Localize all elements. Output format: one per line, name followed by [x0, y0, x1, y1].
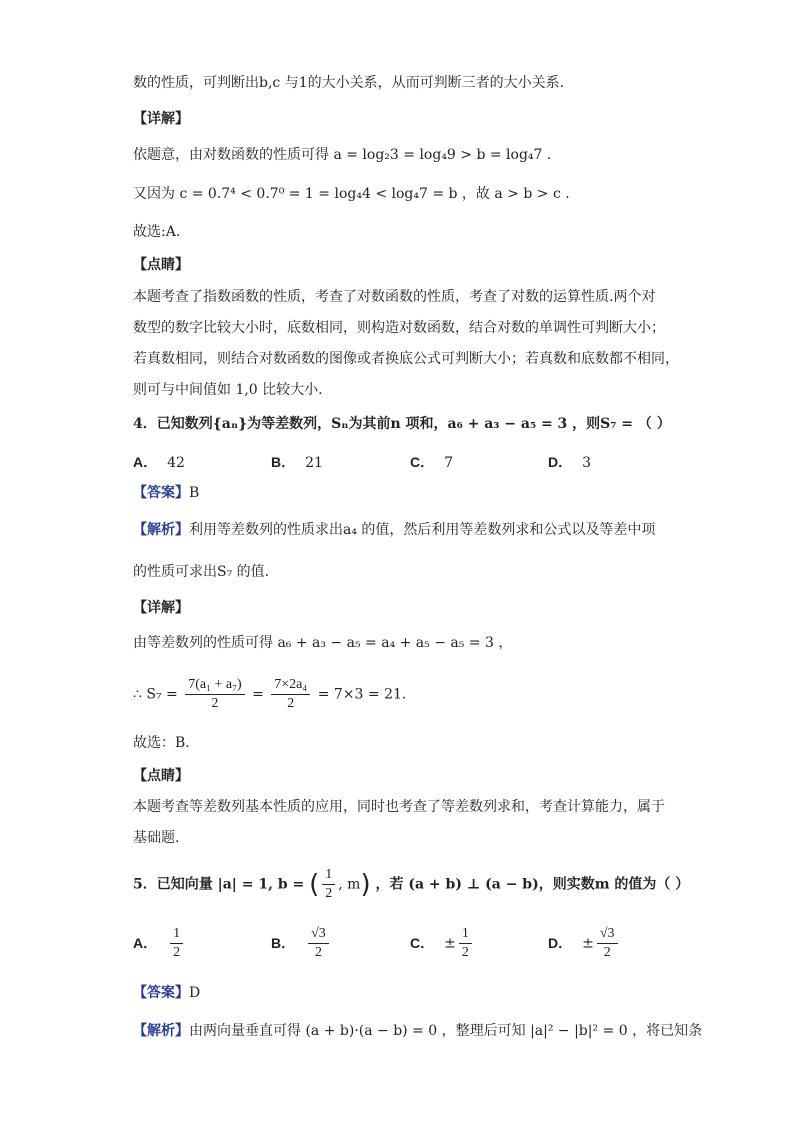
option-key: D．	[548, 934, 573, 951]
fraction-denominator: 2	[173, 945, 181, 960]
formula-prefix: ∴ S₇ =	[133, 686, 178, 703]
option-a	[133, 452, 185, 472]
answer-value: B	[189, 485, 200, 501]
option-a	[133, 925, 186, 962]
fraction-denominator: 2	[461, 945, 469, 960]
analysis-line	[133, 1021, 702, 1041]
option-key: B．	[271, 454, 296, 470]
text-line: 故选：B.	[133, 735, 190, 751]
option-prefix: ±	[444, 935, 456, 952]
fraction-denominator: 2	[603, 945, 611, 960]
text-line: 故选:A.	[133, 224, 181, 240]
fraction-numerator: 7×2a₄	[271, 676, 310, 695]
option-key: A．	[133, 934, 158, 951]
fraction-denominator: 2	[314, 945, 322, 960]
answer-line	[133, 983, 200, 1003]
text-line: 本题考查等差数列基本性质的应用，同时也考查了等差数列求和，考查计算能力，属于	[133, 799, 665, 815]
section-heading-detail: 【详解】	[133, 600, 189, 616]
text-line: 基础题.	[133, 830, 180, 846]
fraction	[185, 676, 244, 713]
fraction-numerator: √3	[308, 925, 329, 944]
text-line: 数型的数字比较大小时，底数相同，则构造对数函数，结合对数的单调性可判断大小；	[133, 320, 665, 336]
answer-label: 【答案】	[133, 985, 189, 1001]
option-b	[271, 925, 332, 962]
answer-label: 【答案】	[133, 485, 189, 501]
option-text: 42	[167, 455, 185, 471]
analysis-text: 由两向量垂直可得 (a + b)·(a − b) = 0 ，整理后可知 |a|² − |b|² = 0 ，将已知条	[189, 1023, 703, 1039]
paren-right: )	[360, 869, 371, 900]
fraction-denominator: 2	[211, 696, 219, 711]
text-line: 依题意，由对数函数的性质可得 a = log₂3 = log₄9 > b = log₄7 .	[133, 147, 552, 163]
text-line: 数的性质，可判断出b,c 与1的大小关系，从而可判断三者的大小关系.	[133, 75, 565, 91]
option-key: B．	[271, 934, 296, 951]
fraction-numerator: √3	[597, 925, 618, 944]
fraction-numerator: 7(a₁ + a₇)	[185, 676, 244, 695]
analysis-label: 【解析】	[133, 1023, 189, 1039]
paren-left: (	[309, 869, 320, 900]
fraction-numerator: 1	[322, 866, 335, 885]
fraction	[308, 925, 329, 962]
option-key: D．	[548, 454, 573, 470]
answer-line	[133, 483, 199, 503]
option-text: 3	[582, 455, 592, 471]
fraction	[597, 925, 618, 962]
section-heading-comment: 【点睛】	[133, 768, 189, 784]
fraction	[322, 866, 335, 903]
fraction	[459, 925, 472, 962]
option-key: A．	[133, 454, 158, 470]
question-4-stem: 4．已知数列{aₙ}为等差数列，Sₙ为其前n 项和，a₆ + a₃ − a₅ = 3 ，则S₇ = （ ）	[133, 416, 671, 432]
fraction-numerator: 1	[170, 925, 183, 944]
fraction-denominator: 2	[325, 886, 333, 901]
option-b	[271, 452, 323, 472]
text-line: 则可与中间值如 1,0 比较大小.	[133, 382, 323, 398]
equals-sign: =	[252, 686, 264, 703]
option-key: C．	[410, 454, 435, 470]
stem-tail: , m	[338, 876, 361, 893]
text-line: 由等差数列的性质可得 a₆ + a₃ − a₅ = a₄ + a₅ − a₅ = 3 ，	[133, 635, 513, 651]
option-d	[548, 452, 591, 472]
formula-line	[133, 676, 406, 713]
stem-part: 5．已知向量 |a| = 1, b =	[133, 876, 305, 893]
text-line: 的性质可求出S₇ 的值.	[133, 564, 270, 580]
answer-value: D	[189, 985, 201, 1001]
text-line: 本题考查了指数函数的性质，考查了对数函数的性质，考查了对数的运算性质.两个对	[133, 289, 656, 305]
formula-suffix: = 7×3 = 21.	[317, 686, 407, 703]
option-c	[410, 925, 475, 962]
stem-part: ，若 (a + b) ⊥ (a − b)，则实数m 的值为（ ）	[375, 876, 690, 893]
option-prefix: ±	[582, 935, 594, 952]
analysis-line	[133, 520, 655, 540]
text-line: 若真数相同，则结合对数函数的图像或者换底公式可判断大小；若真数和底数都不相同，	[133, 351, 679, 367]
analysis-label: 【解析】	[133, 522, 189, 538]
option-d	[548, 925, 621, 962]
section-heading-comment: 【点睛】	[133, 257, 189, 273]
fraction-denominator: 2	[287, 696, 295, 711]
fraction-numerator: 1	[459, 925, 472, 944]
section-heading-detail: 【详解】	[133, 111, 189, 127]
fraction	[170, 925, 183, 962]
option-text: 7	[444, 455, 454, 471]
option-key: C．	[410, 934, 435, 951]
fraction	[271, 676, 310, 713]
analysis-text: 利用等差数列的性质求出a₄ 的值，然后利用等差数列求和公式以及等差中项	[189, 522, 656, 538]
question-5-stem	[133, 866, 689, 903]
option-text: 21	[305, 455, 323, 471]
option-c	[410, 452, 453, 472]
text-line: 又因为 c = 0.7⁴ < 0.7⁰ = 1 = log₄4 < log₄7 = b ，故 a > b > c .	[133, 186, 570, 202]
